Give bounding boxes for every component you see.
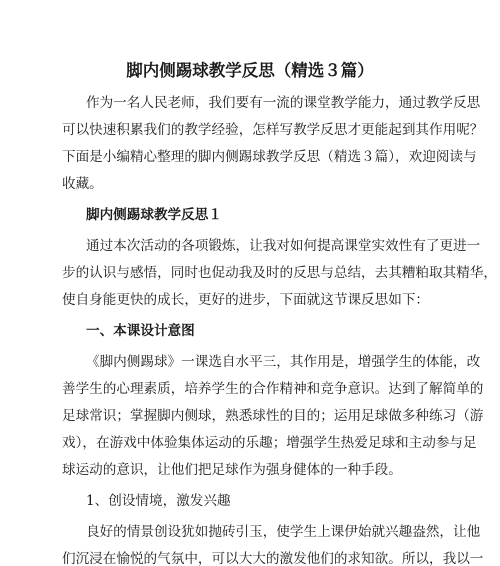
paragraph-line: 戏），在游戏中体验集体运动的乐趣；增强学生热爱足球和主动参与足 [62,435,477,451]
paragraph-line: 使自身能更快的成长，更好的进步，下面就这节课反思如下： [62,292,430,308]
paragraph-line: 良好的情景创设犹如抛砖引玉，使学生上课伊始就兴趣盎然，让他 [86,524,481,540]
paragraph-line: 通过本次活动的各项锻炼，让我对如何提高课堂实效性有了更进一 [86,238,481,254]
paragraph-line: 们沉浸在愉悦的气氛中，可以大大的激发他们的求知欲。所以，我以一 [62,551,484,566]
paragraph-line: 球运动的意识，让他们把足球作为强身健体的一种手段。 [62,462,402,478]
document-title: 脚内侧踢球教学反思（精选３篇） [126,61,374,80]
intro-line: 作为一名人民老师，我们要有一流的课堂教学能力，通过教学反思 [86,95,481,111]
intro-line: 可以快速积累我们的教学经验，怎样写教学反思才更能起到其作用呢？ [62,122,484,138]
paragraph-line: 足球常识；掌握脚内侧球，熟悉球性的目的；运用足球做多种练习（游 [62,408,484,424]
section-heading: 脚内侧踢球教学反思１ [86,207,222,223]
paragraph-line: 步的认识与感悟，同时也促动我及时的反思与总结，去其糟粕取其精华， [62,265,497,281]
point-heading: 1、创设情境，激发兴趣 [86,493,231,509]
subheading: 一、本课设计意图 [86,323,195,339]
intro-line: 下面是小编精心整理的脚内侧踢球教学反思（精选３篇），欢迎阅读与 [62,149,477,165]
paragraph-line: 《脚内侧踢球》一课选自水平三，其作用是，增强学生的体能，改 [86,354,481,370]
paragraph-line: 善学生的心理素质，培养学生的合作精神和竞争意识。达到了解简单的 [62,381,484,397]
intro-line: 收藏。 [62,176,103,192]
